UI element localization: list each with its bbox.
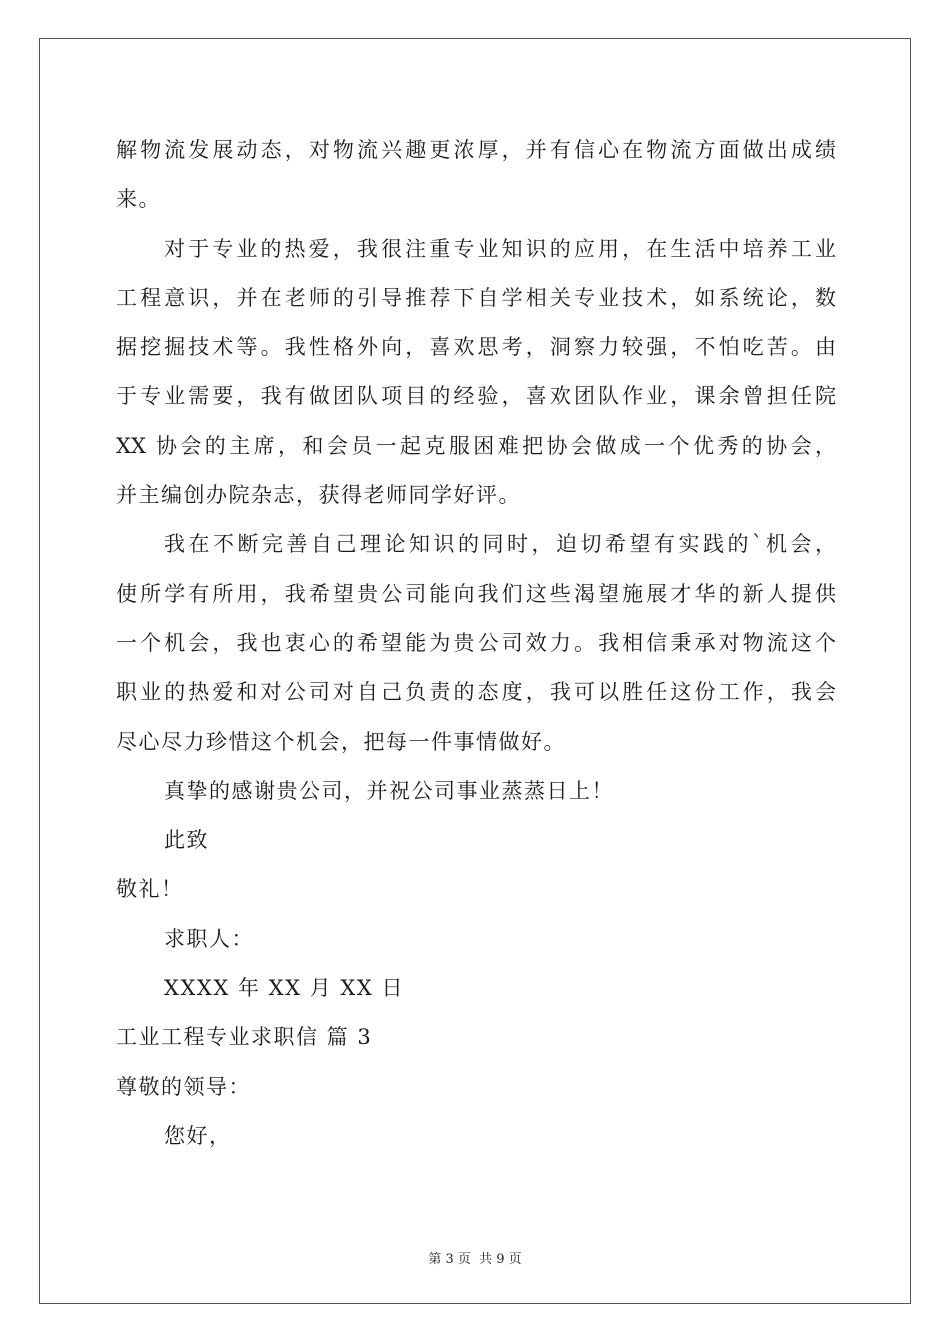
date-line: XXXX 年 XX 月 XX 日 xyxy=(164,976,404,1001)
closing-line: 真挚的感谢贵公司，并祝公司事业蒸蒸日上！ xyxy=(164,778,614,803)
body-line: XX 协会的主席，和会员一起克服困难把协会做成一个优秀的协会， xyxy=(116,433,836,458)
body-line: 我在不断完善自己理论知识的同时，迫切希望有实践的`机会， xyxy=(164,532,836,557)
greeting-hello: 您好， xyxy=(164,1123,232,1148)
body-line: 据挖掘技术等。我性格外向，喜欢思考，洞察力较强，不怕吃苦。由 xyxy=(116,335,836,360)
document-body xyxy=(116,126,836,1161)
body-line: 来。 xyxy=(116,187,161,212)
page-footer xyxy=(0,1248,950,1267)
page-total: 共 9 页 xyxy=(479,1252,522,1267)
salutation-jing-li: 敬礼！ xyxy=(116,877,184,902)
body-line: 尽心尽力珍惜这个机会，把每一件事情做好。 xyxy=(116,729,566,754)
body-line: 对于专业的热爱，我很注重专业知识的应用，在生活中培养工业 xyxy=(164,236,836,261)
salutation-ci-zhi: 此致 xyxy=(164,828,209,853)
body-line: 使所学有所用，我希望贵公司能向我们这些渴望施展才华的新人提供 xyxy=(116,581,836,606)
applicant-label: 求职人： xyxy=(164,926,254,951)
body-line: 并主编创办院杂志，获得老师同学好评。 xyxy=(116,483,521,508)
body-line: 职业的热爱和对公司对自己负责的态度，我可以胜任这份工作，我会 xyxy=(116,680,836,705)
page-number: 第 3 页 xyxy=(428,1252,471,1267)
body-line: 于专业需要，我有做团队项目的经验，喜欢团队作业，课余曾担任院 xyxy=(116,384,836,409)
body-line: 解物流发展动态，对物流兴趣更浓厚，并有信心在物流方面做出成绩 xyxy=(116,138,836,162)
greeting-recipient: 尊敬的领导： xyxy=(116,1074,251,1099)
body-line: 一个机会，我也衷心的希望能为贵公司效力。我相信秉承对物流这个 xyxy=(116,630,836,655)
body-line: 工程意识，并在老师的引导推荐下自学相关专业技术，如系统论，数 xyxy=(116,285,836,310)
section-heading: 工业工程专业求职信 篇 3 xyxy=(116,1025,373,1050)
